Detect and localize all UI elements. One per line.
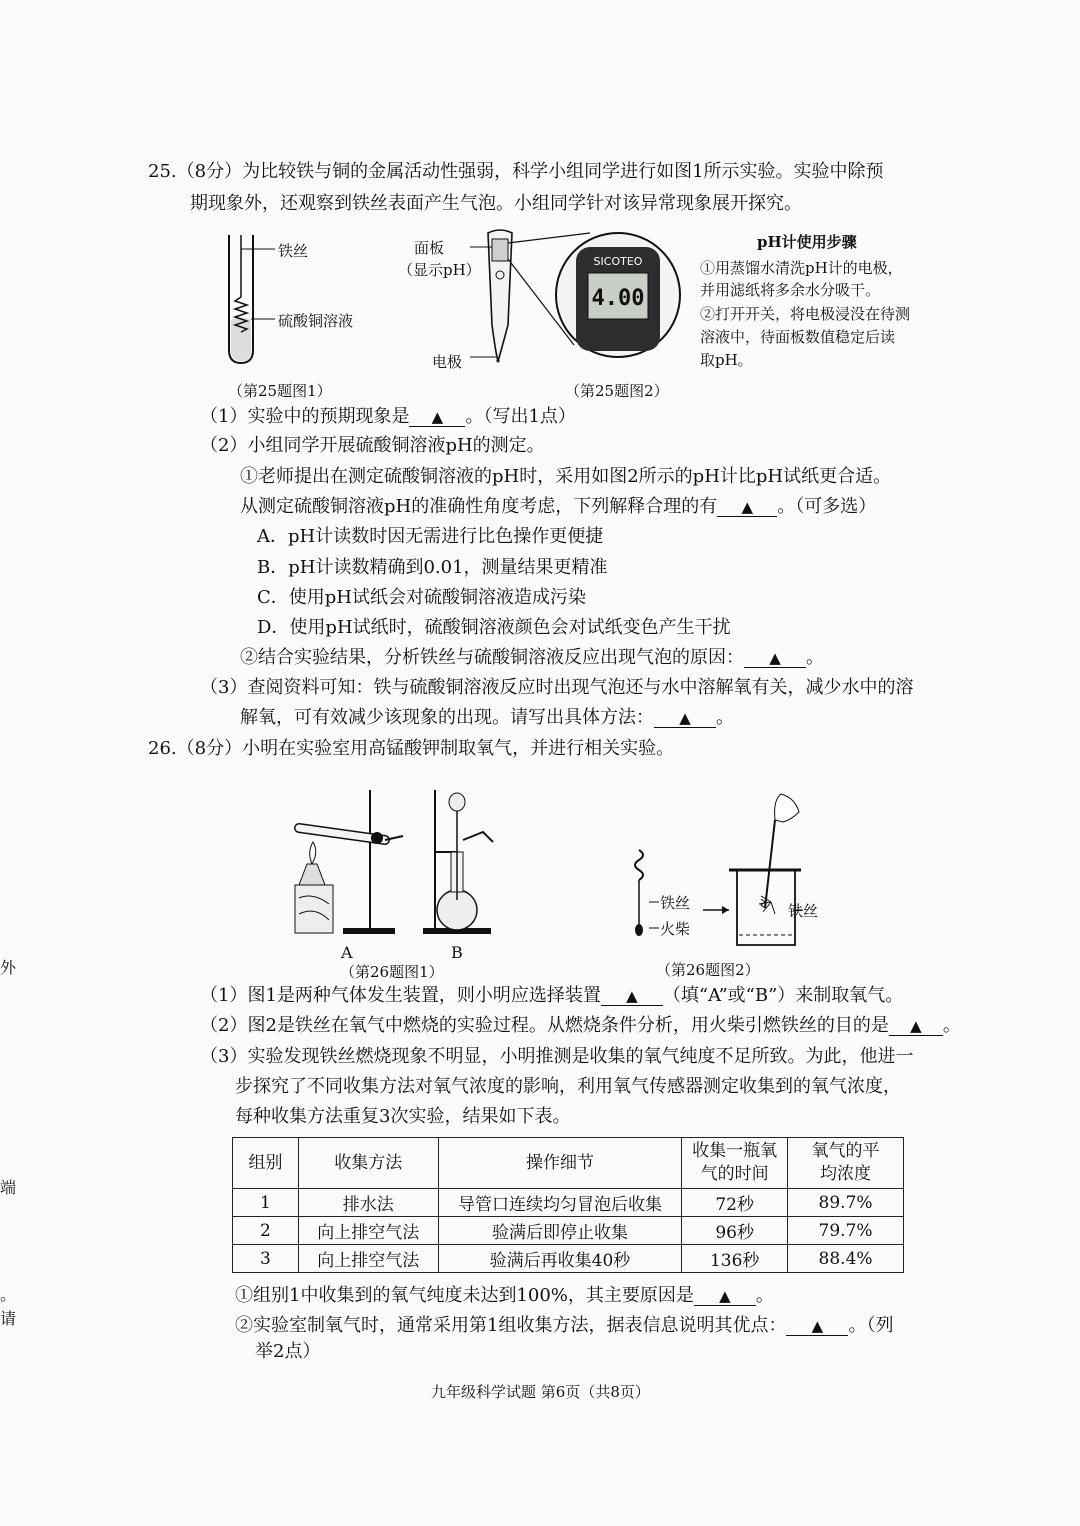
label-electrode: 电极 [432,353,463,371]
q25-p2-1-line1: ①老师提出在测定硫酸铜溶液的pH时，采用如图2所示的pH计比pH试纸更合适。 [240,466,892,487]
steps-line3: ②打开开关，将电极浸没在待测 [700,305,911,323]
meter-brand: SICOTEO [593,255,643,268]
label-copper-sulfate: 硫酸铜溶液 [278,312,354,330]
answer-blank[interactable]: ▲ [654,709,716,728]
iron-burning-figure [625,790,835,955]
q25-p2: （2）小组同学开展硫酸铜溶液pH的测定。 [200,435,545,456]
ph-meter-figure [470,225,690,375]
q25-p3-line1: （3）查阅资料可知：铁与硫酸铜溶液反应时出现气泡还与水中溶解氧有关，减少水中的溶 [200,677,914,698]
answer-blank[interactable]: ▲ [717,498,777,517]
answer-blank[interactable]: ▲ [601,987,663,1006]
q26-p3-line3: 每种收集方法重复3次实验，结果如下表。 [235,1106,571,1127]
q25-p2-2: ②结合实验结果，分析铁丝与硫酸铜溶液反应出现气泡的原因： ▲ 。 [240,647,824,668]
label-iron-wire-3: 铁丝 [788,902,819,920]
table-row: 2 向上排空气法 验满后即停止收集 96秒 79.7% [233,1217,904,1245]
col-header-time: 收集一瓶氧 气的时间 [682,1138,788,1189]
q26-p2: （2）图2是铁丝在氧气中燃烧的实验过程。从燃烧条件分析，用火柴引燃铁丝的目的是 ▲ 。 [200,1015,961,1036]
fig25-1-caption: （第25题图1） [228,382,332,400]
answer-blank[interactable]: ▲ [786,1317,848,1336]
steps-line1: ①用蒸馏水清洗pH计的电极， [700,259,903,277]
fig26-2-caption: （第26题图2） [656,961,760,979]
answer-blank[interactable]: ▲ [409,408,465,427]
q26-3-2-cont: 举2点） [255,1341,321,1362]
q26-3-2: ②实验室制氧气时，通常采用第1组收集方法，据表信息说明其优点： ▲ 。（列 [235,1315,894,1336]
label-device-b: B [451,943,463,962]
table-row: 3 向上排空气法 验满后再收集40秒 136秒 88.4% [233,1245,904,1273]
table-row: 1 排水法 导管口连续均匀冒泡后收集 72秒 89.7% [233,1189,904,1217]
option-a: A．pH计读数时因无需进行比色操作更便捷 [257,526,604,547]
q26-p3-line2: 步探究了不同收集方法对氧气浓度的影响，利用氧气传感器测定收集到的氧气浓度， [235,1076,901,1097]
col-header-detail: 操作细节 [438,1138,682,1189]
oxygen-results-table [232,1137,904,1273]
page-footer: 九年级科学试题 第6页（共8页） [431,1383,650,1401]
label-iron-wire-2: 铁丝 [660,894,691,912]
fig25-2-caption: （第25题图2） [565,382,669,400]
answer-blank[interactable]: ▲ [889,1017,943,1036]
label-iron-wire: 铁丝 [278,242,309,260]
q25-p1: （1）实验中的预期现象是 ▲ 。（写出1点） [200,406,576,427]
q26-stem: 26.（8分）小明在实验室用高锰酸钾制取氧气，并进行相关实验。 [148,738,675,759]
edge-mark: 请 [0,1309,17,1328]
q26-3-1: ①组别1中收集到的氧气纯度未达到100%，其主要原因是 ▲ 。 [235,1285,774,1306]
edge-mark: 。 [0,1285,17,1304]
col-header-group: 组别 [233,1138,299,1189]
fig26-1-caption: （第26题图1） [340,963,444,981]
label-match: 火柴 [660,920,691,938]
q25-stem-line2: 期现象外，还观察到铁丝表面产生气泡。小组同学针对该异常现象展开探究。 [190,193,802,214]
meter-reading: 4.00 [591,286,645,311]
answer-blank[interactable]: ▲ [694,1287,756,1306]
q25-stem-line1: 25.（8分）为比较铁与铜的金属活动性强弱，科学小组同学进行如图1所示实验。实验中除预 [148,161,884,182]
q25-p2-1-line2: 从测定硫酸铜溶液pH的准确性角度考虑，下列解释合理的有 ▲ 。（可多选） [240,496,877,517]
q25-p3-line2: 解氧，可有效减少该现象的出现。请写出具体方法： ▲ 。 [240,707,734,728]
table-header-row [233,1138,904,1189]
label-panel: 面板 [414,239,445,257]
col-header-concentration: 氧气的平 均浓度 [788,1138,904,1189]
label-panel-sub: （显示pH） [398,261,481,279]
q26-p1: （1）图1是两种气体发生装置，则小明应选择装置 ▲ （填“A”或“B”）来制取氧气。 [200,985,904,1006]
gas-generator-figure [285,780,510,945]
option-d: D．使用pH试纸时，硫酸铜溶液颜色会对试纸变色产生干扰 [257,617,731,638]
label-device-a: A [341,943,353,962]
edge-mark: 端 [0,1178,17,1197]
q26-p3-line1: （3）实验发现铁丝燃烧现象不明显，小明推测是收集的氧气纯度不足所致。为此，他进一 [200,1046,914,1067]
option-c: C．使用pH试纸会对硫酸铜溶液造成污染 [257,587,586,608]
option-b: B．pH计读数精确到0.01，测量结果更精准 [257,557,608,578]
steps-line5: 取pH。 [700,351,753,369]
col-header-method: 收集方法 [298,1138,438,1189]
answer-blank[interactable]: ▲ [744,649,806,668]
steps-line2: 并用滤纸将多余水分吸干。 [700,281,881,299]
steps-title: pH计使用步骤 [757,233,857,251]
edge-mark: 外 [0,958,17,977]
steps-line4: 溶液中，待面板数值稳定后读 [700,328,896,346]
